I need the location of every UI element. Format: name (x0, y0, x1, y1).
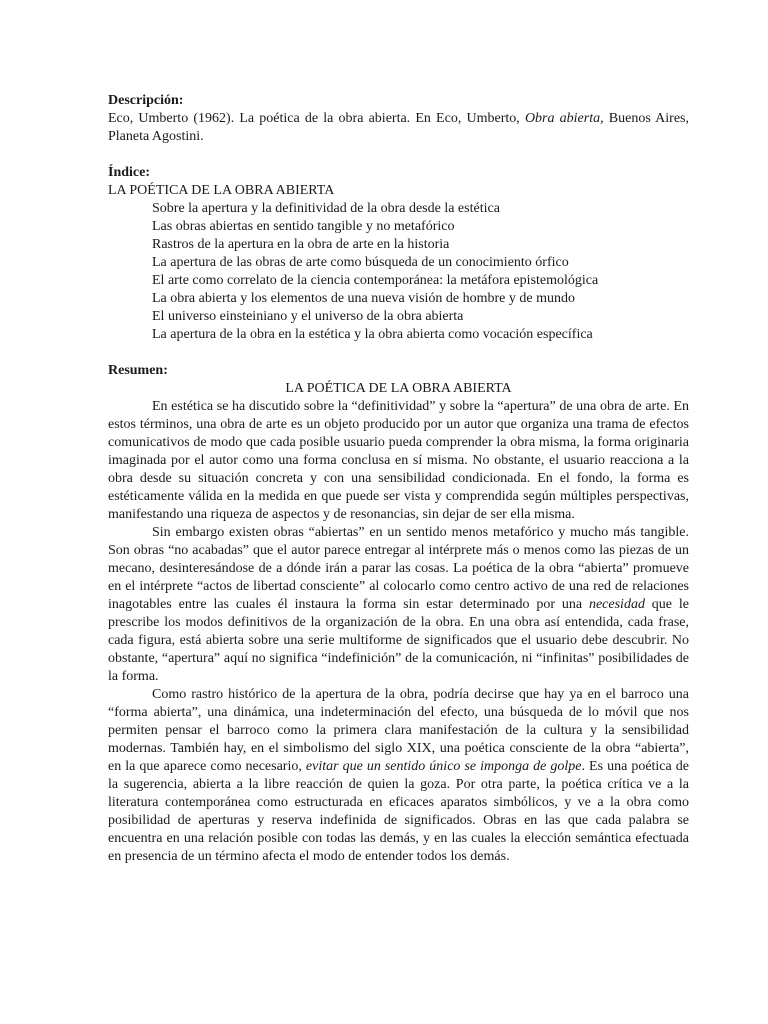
indice-item: Las obras abiertas en sentido tangible y no metafórico (152, 219, 455, 234)
resumen-paragraph-3 (108, 686, 689, 866)
section-gap (108, 344, 689, 362)
descripcion-text-italic: Obra abierta (524, 111, 601, 126)
indice-item: Rastros de la apertura en la obra de arte en la historia (152, 237, 450, 252)
descripcion-text-after: , Buenos Aires, Planeta Agostini. (108, 111, 689, 144)
indice-item: La obra abierta y los elementos de una nueva visión de hombre y de mundo (152, 291, 575, 306)
p3-text-before: Como rastro histórico de la apertura de la obra, podría decirse que hay ya en el barroco una “forma abierta”, una dinámica, una indeterminación del efecto, una búsqueda de lo móvil que nos permiten pensar el barroco como la primera clara manifestación de la cultura y la sensibilidad modernas. También hay, en el simbolismo del siglo XIX, una poética consciente de la obra “abierta”, en la que aparece como necesario, (108, 687, 689, 774)
resumen-paragraph-2 (108, 524, 689, 686)
descripcion-text (108, 110, 689, 146)
p2-text-before: Sin embargo existen obras “abiertas” en un sentido menos metafórico y mucho más tangible. Son obras “no acabadas” que el autor parece entregar al intérprete más o menos como las piezas de un mecano, desinteresándose de a dónde irán a parar las cosas. La poética de la obra “abierta” promueve en el intérprete “actos de libertad consciente” al colocarlo como centro activo de una red de relaciones inagotables entre las cuales él instaura la forma sin estar determinado por una (108, 525, 689, 612)
p2-text-after: que le prescribe los modos definitivos de la organización de la obra. En una obra así entendida, cada frase, cada figura, está abierta sobre una serie multiforme de significados que el usuario debe descubrir. No obstante, “apertura” aquí no significa “indefinición” de la comunicación, ni “infinitas” posibilidades de la forma. (108, 597, 689, 684)
document-page (108, 92, 689, 866)
indice-item: Sobre la apertura y la definitividad de la obra desde la estética (152, 201, 500, 216)
indice-item: La apertura de las obras de arte como búsqueda de un conocimiento órfico (152, 255, 569, 270)
indice-title: LA POÉTICA DE LA OBRA ABIERTA (108, 183, 335, 198)
resumen-paragraph-1: En estética se ha discutido sobre la “definitividad” y sobre la “apertura” de una obra de arte. En estos términos, una obra de arte es un objeto producido por un autor que organiza una trama de efectos comunicativos de modo que cada posible usuario pueda comprender la obra misma, la forma originaria imaginada por el autor como una forma conclusa en sí misma. No obstante, el usuario reacciona a la obra desde su situación concreta y con una sensibilidad condicionada. En el fondo, la forma es estéticamente válida en la medida en que puede ser vista y comprendida según múltiples perspectivas, manifestando una riqueza de aspectos y de resonancias, sin dejar de ser ella misma. (108, 399, 689, 522)
indice-item: El universo einsteiniano y el universo de la obra abierta (152, 309, 464, 324)
p2-text-italic: necesidad (588, 597, 645, 612)
p3-text-italic: evitar que un sentido único se imponga de golpe (305, 759, 582, 774)
indice-heading: Índice: (108, 165, 150, 180)
resumen-title: LA POÉTICA DE LA OBRA ABIERTA (285, 381, 512, 396)
indice-list (108, 200, 689, 344)
resumen-heading: Resumen: (108, 363, 168, 378)
indice-item: La apertura de la obra en la estética y la obra abierta como vocación específica (152, 327, 593, 342)
p3-text-after: . Es una poética de la sugerencia, abierta a la libre reacción de quien la goza. Por otra parte, la poética crítica ve a la literatura contemporánea como estructurada en eficaces aparatos simbólicos, y ve a la obra como posibilidad de aperturas y reserva indefinida de significados. Obras en las que cada palabra se encuentra en una relación posible con todas las demás, y en las cuales la elección semántica efectuada en presencia de un término afecta el modo de entender todos los demás. (108, 759, 689, 864)
descripcion-heading: Descripción: (108, 93, 184, 108)
indice-item: El arte como correlato de la ciencia contemporánea: la metáfora epistemológica (152, 273, 599, 288)
section-gap (108, 146, 689, 164)
descripcion-text-before: Eco, Umberto (1962). La poética de la obra abierta. En Eco, Umberto, (108, 111, 525, 126)
